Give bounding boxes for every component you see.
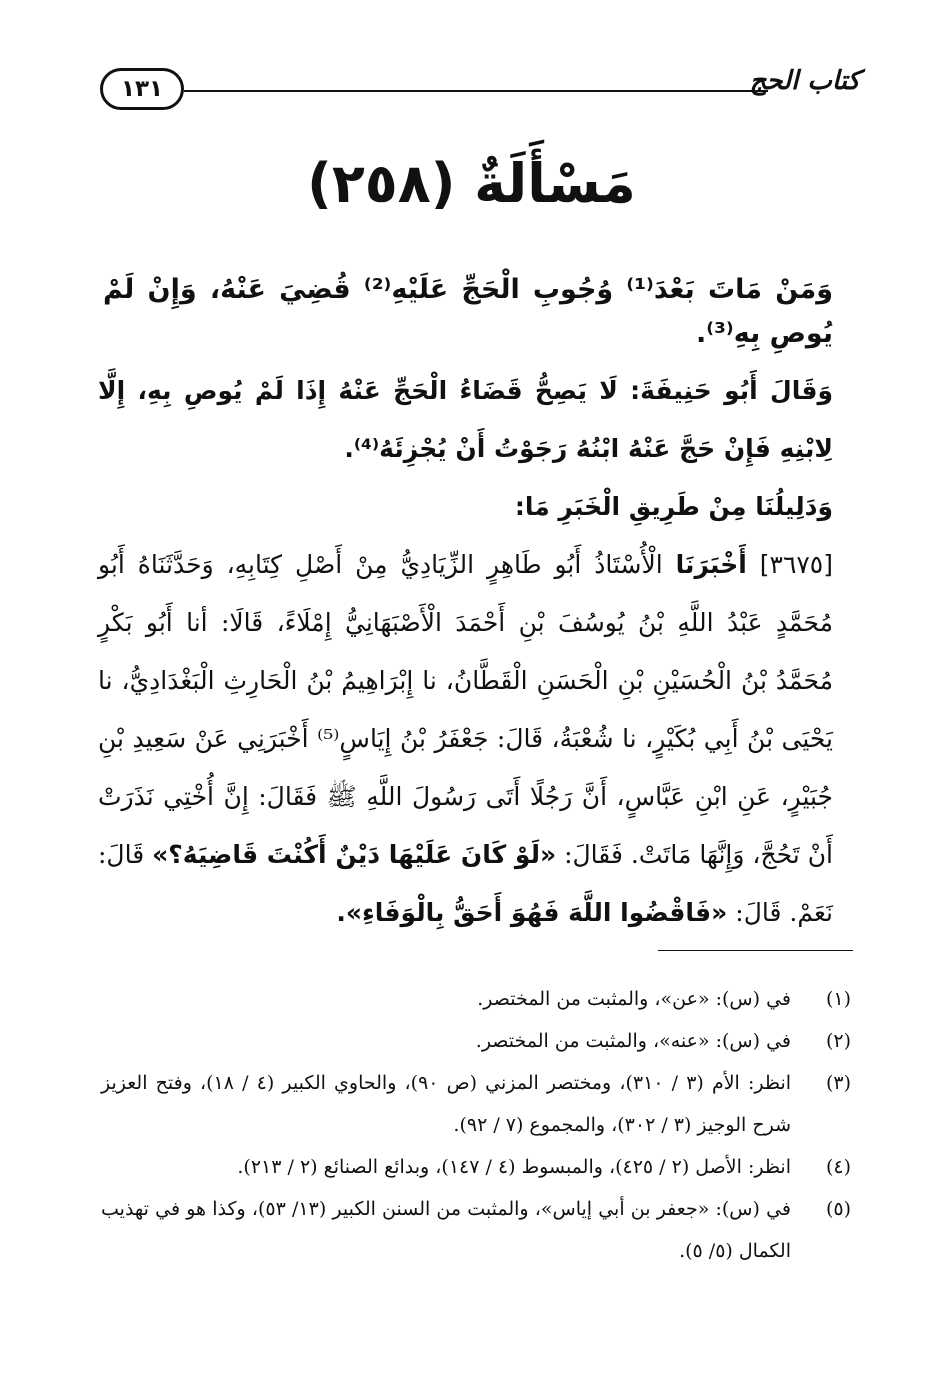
page-header xyxy=(100,66,860,110)
matn-statement: وَمَنْ مَاتَ بَعْدَ⁽¹⁾ وُجُوبِ الْحَجِّ عَلَيْهِ⁽²⁾ قُضِيَ عَنْهُ، وَإِنْ لَمْ يُوصِ بِهِ⁽³⁾. xyxy=(103,274,834,349)
prophet-quote: «لَوْ كَانَ عَلَيْهَا دَيْنٌ أَكُنْتَ قَاضِيَهُ؟» xyxy=(152,840,557,869)
akhbarana-label: أَخْبَرَنَا xyxy=(675,550,747,579)
hadith-number: [٣٦٧٥] xyxy=(759,550,833,579)
evidence-intro-paragraph xyxy=(98,478,833,536)
footnote-number: (١) xyxy=(825,988,851,1010)
header-rule xyxy=(184,90,768,92)
footnote-text: في (س): «جعفر بن أبي إياس»، والمثبت من السنن الكبير (١٣/ ٥٣)، وكذا هو في تهذيب الكمال (٥/ ٥). xyxy=(101,1198,791,1262)
footnote-text: في (س): «عن»، والمثبت من المختصر. xyxy=(477,988,791,1010)
footnote-number: (٤) xyxy=(825,1156,851,1178)
body-text xyxy=(98,362,833,942)
abu-hanifa-text: وَقَالَ أَبُو حَنِيفَةَ: لَا يَصِحُّ قَضَاءُ الْحَجِّ عَنْهُ إِذَا لَمْ يُوصِ بِهِ، إِلَّا لِابْنِهِ فَإِنْ حَجَّ عَنْهُ ابْنُهُ رَجَوْتُ أَنْ يُجْزِئَهُ⁽⁴⁾. xyxy=(98,376,833,463)
evidence-intro-text: وَدَلِيلُنَا مِنْ طَرِيقِ الْخَبَرِ مَا: xyxy=(514,492,833,521)
footnote-5 xyxy=(101,1188,851,1272)
footnote-number: (٢) xyxy=(825,1030,851,1052)
footnote-number: (٣) xyxy=(825,1072,851,1094)
footnote-3 xyxy=(101,1062,851,1146)
page-number-badge: ١٣١ xyxy=(100,68,184,110)
footnote-2 xyxy=(101,1020,851,1062)
final-quote: «فَاقْضُوا اللَّهَ فَهُوَ أَحَقُّ بِالْوَفَاءِ». xyxy=(336,898,728,927)
footnote-1 xyxy=(101,978,851,1020)
running-head-book-title: كتاب الحج xyxy=(749,66,860,96)
hadith-paragraph xyxy=(98,536,833,942)
footnote-separator xyxy=(658,950,853,951)
footnote-text: انظر: الأصل (٢ / ٤٢٥)، والمبسوط (٤ / ١٤٧)، وبدائع الصنائع (٢ / ٢١٣). xyxy=(237,1156,791,1178)
footnote-text: انظر: الأم (٣ / ٣١٠)، ومختصر المزني (ص ٩٠)، والحاوي الكبير (٤ / ١٨)، وفتح العزيز شرح الوجيز (٣ / ٣٠٢)، والمجموع (٧ / ٩٢). xyxy=(101,1072,792,1136)
hadith-chain-text: الْأُسْتَاذُ أَبُو طَاهِرٍ الزِّيَادِيُّ مِنْ أَصْلِ كِتَابِهِ، وَحَدَّثَنَاهُ أَبُو مُحَمَّدٍ عَبْدُ اللَّهِ بْنُ يُوسُفَ بْنِ أَحْمَدَ الْأَصْبَهَانِيُّ إِمْلَاءً، قَالَا: أنا أَبُو بَكْرٍ مُحَمَّدُ بْنُ الْحُسَيْنِ بْنِ الْحَسَنِ الْقَطَّانُ، نا إِبْرَاهِيمُ بْنُ الْحَارِثِ الْبَغْدَادِيُّ، نا يَحْيَى بْنُ أَبِي بُكَيْرٍ، نا شُعْبَةُ، قَالَ: جَعْفَرُ بْنُ إِيَاسٍ⁽⁵⁾ أَخْبَرَنِي عَنْ سَعِيدِ بْنِ جُبَيْرٍ، عَنِ ابْنِ عَبَّاسٍ، أَنَّ رَجُلًا أَتَى رَسُولَ اللَّهِ ﷺ فَقَالَ: إِنَّ أُخْتِي نَذَرَتْ أَنْ تَحُجَّ، وَإِنَّهَا مَاتَتْ. فَقَالَ: xyxy=(98,550,833,869)
abu-hanifa-paragraph xyxy=(98,362,833,478)
reply-text: قَالَ: نَعَمْ. قَالَ: xyxy=(98,840,833,927)
footnote-4 xyxy=(101,1146,851,1188)
footnote-number: (٥) xyxy=(825,1198,851,1220)
footnotes xyxy=(101,978,851,1272)
issue-title: مَسْأَلَةٌ (٢٥٨) xyxy=(307,152,636,215)
footnote-text: في (س): «عنه»، والمثبت من المختصر. xyxy=(475,1030,791,1052)
